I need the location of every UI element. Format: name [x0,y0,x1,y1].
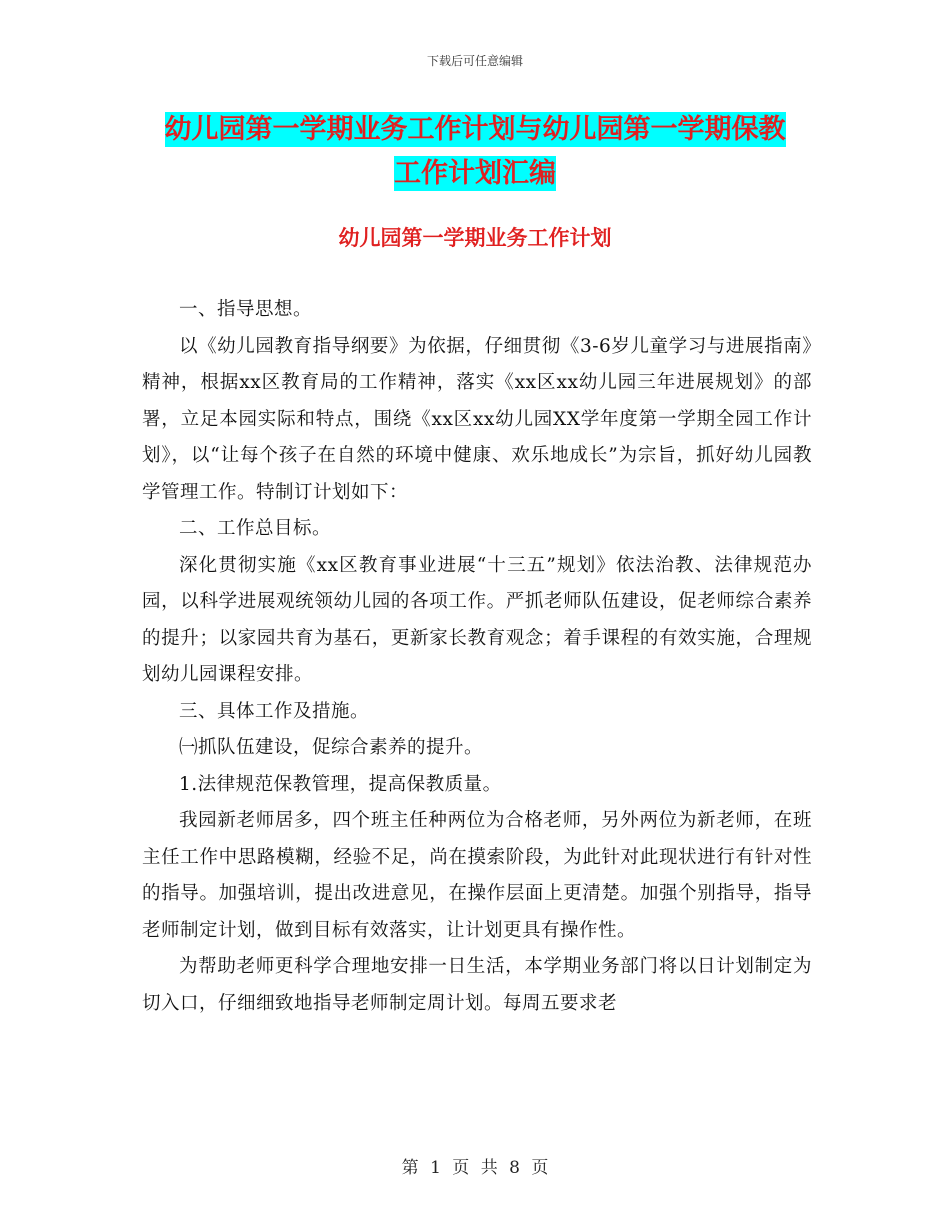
paragraph: 以《幼儿园教育指导纲要》为依据，仔细贯彻《3-6岁儿童学习与进展指南》精神，根据xx区教育局的工作精神，落实《xx区xx幼儿园三年进展规划》的部署，立足本园实际和特点，围绕《xx区xx幼儿园XX学年度第一学期全园工作计划》，以“让每个孩子在自然的环境中健康、欢乐地成长”为宗旨，抓好幼儿园教学管理工作。特制订计划如下： [142,335,812,503]
document-body [142,292,812,1022]
document-title-line-2: 工作计划汇编 [394,158,556,189]
paragraph: 我园新老师居多，四个班主任种两位为合格老师，另外两位为新老师，在班主任工作中思路模糊，经验不足，尚在摸索阶段，为此针对此现状进行有针对性的指导。加强培训，提出改进意见，在操作层面上更清楚。加强个别指导，指导老师制定计划，做到目标有效落实，让计划更具有操作性。 [142,810,812,941]
page-number: 第 1 页 共 8 页 [401,1158,549,1178]
section-title: 幼儿园第一学期业务工作计划 [338,226,612,250]
subheading: ㈠抓队伍建设，促综合素养的提升。 [179,737,484,758]
document-title [140,108,810,196]
heading-guiding-thought: 一、指导思想。 [179,299,313,320]
heading-overall-goal: 二、工作总目标。 [179,518,332,539]
paragraph: 为帮助老师更科学合理地安排一日生活，本学期业务部门将以日计划制定为切入口，仔细细致地指导老师制定周计划。每周五要求老 [142,956,812,1014]
page-header-note: 下载后可任意编辑 [426,54,523,68]
heading-specific-work: 三、具体工作及措施。 [179,700,370,722]
document-title-line-1: 幼儿园第一学期业务工作计划与幼儿园第一学期保教 [164,114,786,145]
paragraph: 深化贯彻实施《xx区教育事业进展“十三五”规划》依法治教、法律规范办园，以科学进展观统领幼儿园的各项工作。严抓老师队伍建设，促老师综合素养的提升；以家园共育为基石，更新家长教育观念；着手课程的有效实施，合理规划幼儿园课程安排。 [142,554,812,685]
subheading: 1.法律规范保教管理，提高保教质量。 [179,773,502,795]
